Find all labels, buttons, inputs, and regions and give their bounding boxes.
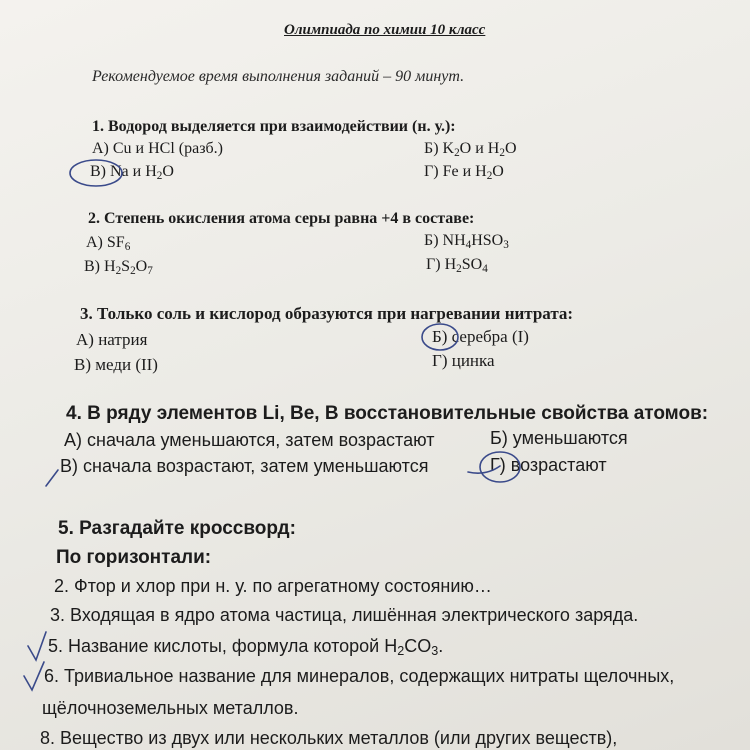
crossword-across-heading: По горизонтали:: [56, 547, 212, 568]
q1-option-a: А) Cu и HCl (разб.): [92, 140, 224, 157]
q1-option-d: Г) Fe и $H_2O$: [424, 163, 504, 182]
q3-option-d: Г) цинка: [432, 351, 495, 370]
q3-option-a: А) натрия: [76, 330, 148, 349]
crossword-across-item-8: 8. Вещество из двух или нескольких металлов (или других веществ),: [40, 728, 618, 748]
q4-option-c: В) сначала возрастают, затем уменьшаются: [60, 456, 429, 476]
crossword-across-item-6: 6. Тривиальное название для минералов, содержащих нитраты щелочных,: [44, 666, 675, 686]
question-1: 1. Водород выделяется при взаимодействии (н. у.):: [92, 118, 456, 135]
q4-tick-mark: [46, 470, 58, 486]
crossword-across-item-2: 2. Фтор и хлор при н. у. по агрегатному состоянию…: [54, 576, 492, 596]
item-5-checkmark: [28, 632, 46, 660]
q2-option-c: В) $H_2S_2O_7$: [84, 258, 153, 277]
q1-option-c: В) Na и $H_2O$: [90, 163, 174, 182]
time-recommendation: Рекомендуемое время выполнения заданий – 90 минут.: [92, 68, 465, 85]
question-4: 4. В ряду элементов Li, Be, B восстановительные свойства атомов:: [66, 403, 709, 424]
question-3: 3. Только соль и кислород образуются при нагревании нитрата:: [80, 304, 574, 323]
question-5-heading: 5. Разгадайте кроссворд:: [58, 518, 296, 539]
q3-option-c: В) меди (II): [74, 355, 158, 374]
crossword-across-item-5: 5. Название кислоты, формула которой $H_2CO_3$.: [48, 636, 444, 659]
q3-option-b: Б) серебра (I): [432, 327, 529, 346]
q1-option-b: Б) $K_2O$ и $H_2O$: [424, 140, 517, 159]
item-6-checkmark: [24, 662, 44, 690]
question-2: 2. Степень окисления атома серы равна +4 в составе:: [88, 210, 475, 227]
page-title: Олимпиада по химии 10 класс: [284, 22, 486, 38]
q4-option-a: А) сначала уменьшаются, затем возрастают: [64, 430, 435, 450]
q4-option-d: Г) возрастают: [490, 455, 607, 475]
q2-option-d: Г) $H_2SO_4$: [426, 256, 488, 275]
crossword-across-item-3: 3. Входящая в ядро атома частица, лишённая электрического заряда.: [50, 605, 639, 625]
q2-option-b: Б) $NH_4HSO_3$: [424, 232, 509, 251]
q2-option-a: А) $SF_6$: [86, 234, 131, 253]
crossword-across-item-6-continued: щёлочноземельных металлов.: [42, 698, 299, 718]
q4-option-b: Б) уменьшаются: [490, 428, 628, 448]
